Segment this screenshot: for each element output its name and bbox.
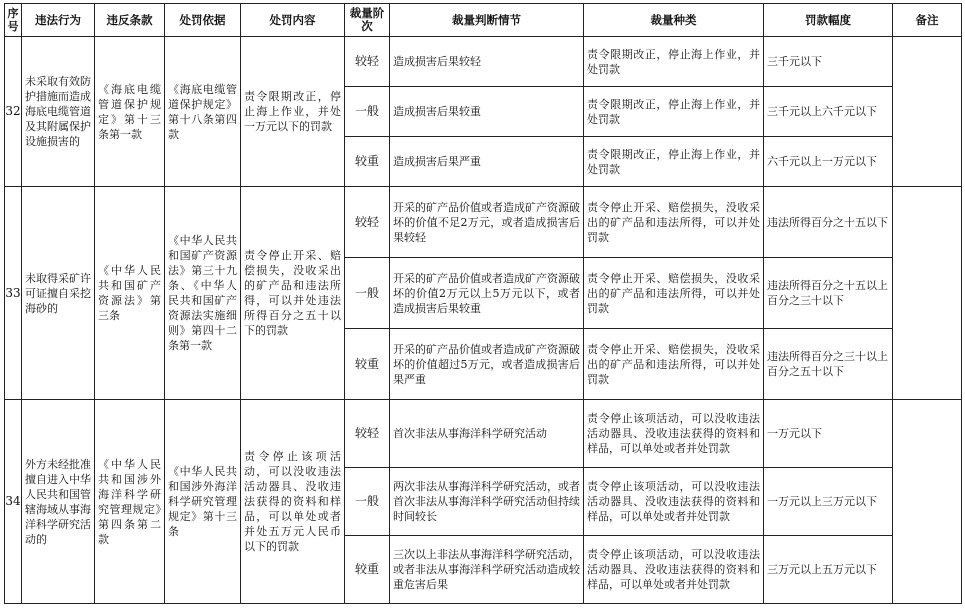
header-content: 处罚内容 bbox=[241, 4, 345, 37]
fine-range: 六千元以上一万元以下 bbox=[764, 137, 893, 187]
violation-behavior: 未取得采矿许可证擅自采挖海砂的 bbox=[22, 187, 95, 400]
discretion-level: 一般 bbox=[345, 468, 390, 536]
violated-clause: 《海底电缆管道保护规定》第十三条第一款 bbox=[95, 37, 165, 187]
fine-range: 三千元以下 bbox=[764, 37, 893, 87]
row-number: 32 bbox=[5, 37, 22, 187]
discretion-circumstance: 三次以上非法从事海洋科学研究活动，或者非法从事海洋科学研究活动造成较重危害后果 bbox=[390, 536, 584, 604]
header-note: 备注 bbox=[893, 4, 962, 37]
row-number: 34 bbox=[5, 400, 22, 604]
discretion-circumstance: 造成损害后果较轻 bbox=[390, 37, 584, 87]
remark bbox=[893, 187, 962, 400]
discretion-level: 较重 bbox=[345, 536, 390, 604]
header-level: 裁量阶次 bbox=[345, 4, 390, 37]
fine-range: 违法所得百分之三十以上百分之五十以下 bbox=[764, 329, 893, 400]
penalty-content: 责令停止开采、赔偿损失，没收采出的矿产品和违法所得，可以并处违法所得百分之五十以下的罚款 bbox=[241, 187, 345, 400]
header-kind: 裁量种类 bbox=[584, 4, 764, 37]
discretion-circumstance: 造成损害后果较重 bbox=[390, 87, 584, 137]
discretion-kind: 责令停止开采、赔偿损失，没收采出的矿产品和违法所得，可以并处罚款 bbox=[584, 258, 764, 329]
discretion-kind: 责令限期改正，停止海上作业，并处罚款 bbox=[584, 37, 764, 87]
remark bbox=[893, 37, 962, 187]
penalty-basis: 《海底电缆管道保护规定》第十八条第四款 bbox=[165, 37, 241, 187]
discretion-level: 较轻 bbox=[345, 400, 390, 468]
penalty-discretion-table-container bbox=[4, 3, 961, 604]
fine-range: 一万元以下 bbox=[764, 400, 893, 468]
discretion-kind: 责令停止该项活动，可以没收违法活动器具、没收违法获得的资料和样品，可以单处或者并处罚款 bbox=[584, 468, 764, 536]
discretion-circumstance: 开采的矿产品价值或者造成矿产资源破坏的价值超过5万元，或者造成损害后果严重 bbox=[390, 329, 584, 400]
header-range: 罚款幅度 bbox=[764, 4, 893, 37]
header-clause: 违反条款 bbox=[95, 4, 165, 37]
discretion-level: 较轻 bbox=[345, 37, 390, 87]
fine-range: 一万元以上三万元以下 bbox=[764, 468, 893, 536]
penalty-discretion-table bbox=[4, 3, 962, 604]
fine-range: 三万元以上五万元以下 bbox=[764, 536, 893, 604]
violation-behavior: 未采取有效防护措施而造成海底电缆管道及其附属保护设施损害的 bbox=[22, 37, 95, 187]
discretion-circumstance: 首次非法从事海洋科学研究活动 bbox=[390, 400, 584, 468]
discretion-kind: 责令停止该项活动，可以没收违法活动器具、没收违法获得的资料和样品，可以单处或者并处罚款 bbox=[584, 536, 764, 604]
discretion-level: 较轻 bbox=[345, 187, 390, 258]
discretion-circumstance: 两次非法从事海洋科学研究活动，或者首次非法从事海洋科学研究活动但持续时间较长 bbox=[390, 468, 584, 536]
discretion-kind: 责令停止该项活动，可以没收违法活动器具、没收违法获得的资料和样品，可以单处或者并处罚款 bbox=[584, 400, 764, 468]
discretion-circumstance: 开采的矿产品价值或者造成矿产资源破坏的价值2万元以上5万元以下，或者造成损害后果较重 bbox=[390, 258, 584, 329]
header-no: 序号 bbox=[5, 4, 22, 37]
fine-range: 三千元以上六千元以下 bbox=[764, 87, 893, 137]
violated-clause: 《中华人民共和国矿产资源法》第三条 bbox=[95, 187, 165, 400]
violation-behavior: 外方未经批准擅自进入中华人民共和国管辖海域从事海洋科学研究活动的 bbox=[22, 400, 95, 604]
table-row bbox=[5, 37, 962, 87]
remark bbox=[893, 400, 962, 604]
discretion-circumstance: 开采的矿产品价值或者造成矿产资源破坏的价值不足2万元，或者造成损害后果较轻 bbox=[390, 187, 584, 258]
header-behavior: 违法行为 bbox=[22, 4, 95, 37]
discretion-level: 一般 bbox=[345, 87, 390, 137]
penalty-basis: 《中华人民共和国涉外海洋科学研究管理规定》第十三条 bbox=[165, 400, 241, 604]
discretion-kind: 责令停止开采、赔偿损失，没收采出的矿产品和违法所得，可以并处罚款 bbox=[584, 329, 764, 400]
discretion-kind: 责令限期改正，停止海上作业，并处罚款 bbox=[584, 137, 764, 187]
fine-range: 违法所得百分之十五以下 bbox=[764, 187, 893, 258]
discretion-level: 较重 bbox=[345, 137, 390, 187]
fine-range: 违法所得百分之十五以上百分之三十以下 bbox=[764, 258, 893, 329]
discretion-circumstance: 造成损害后果严重 bbox=[390, 137, 584, 187]
discretion-level: 一般 bbox=[345, 258, 390, 329]
violated-clause: 《中华人民共和国涉外海洋科学研究管理规定》第四条第二款 bbox=[95, 400, 165, 604]
header-basis: 处罚依据 bbox=[165, 4, 241, 37]
penalty-basis: 《中华人民共和国矿产资源法》第三十九条、《中华人民共和国矿产资源法实施细则》第四十二条第一款 bbox=[165, 187, 241, 400]
row-number: 33 bbox=[5, 187, 22, 400]
discretion-kind: 责令停止开采、赔偿损失，没收采出的矿产品和违法所得，可以并处罚款 bbox=[584, 187, 764, 258]
table-row bbox=[5, 187, 962, 258]
discretion-kind: 责令限期改正，停止海上作业，并处罚款 bbox=[584, 87, 764, 137]
discretion-level: 较重 bbox=[345, 329, 390, 400]
penalty-content: 责令限期改正，停止海上作业，并处一万元以下的罚款 bbox=[241, 37, 345, 187]
header-circumstance: 裁量判断情节 bbox=[390, 4, 584, 37]
table-row bbox=[5, 400, 962, 468]
penalty-content: 责令停止该项活动，可以没收违法活动器具、没收违法获得的资料和样品，可以单处或者并处五万元人民币以下的罚款 bbox=[241, 400, 345, 604]
table-header-row bbox=[5, 4, 962, 37]
